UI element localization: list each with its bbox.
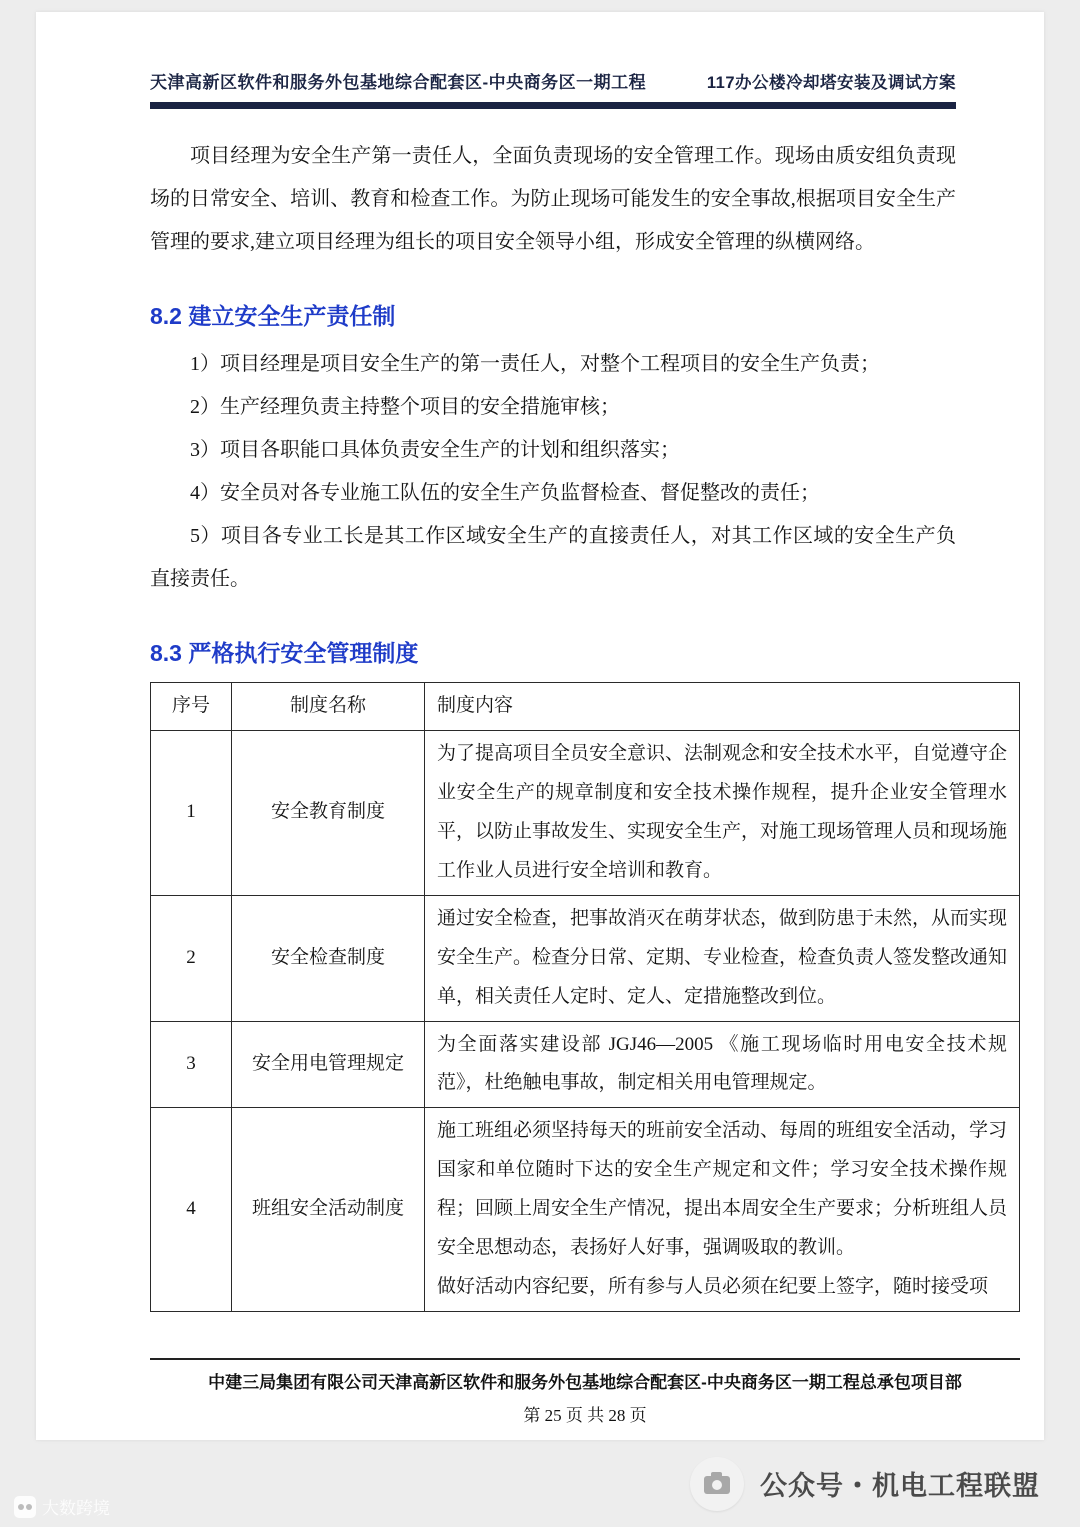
table-row xyxy=(151,895,1020,1021)
header-project-title: 天津高新区软件和服务外包基地综合配套区-中央商务区一期工程 xyxy=(150,73,647,92)
cell-number: 1 xyxy=(151,730,232,895)
cell-policy-content xyxy=(425,730,1020,895)
header-doc-title: 117办公楼冷却塔安装及调试方案 xyxy=(706,74,956,92)
cell-number: 2 xyxy=(151,895,232,1021)
table-row xyxy=(151,1108,1020,1312)
cell-policy-content xyxy=(425,1021,1020,1108)
table-row xyxy=(151,1021,1020,1108)
section-8-2-title: 8.2 建立安全生产责任制 xyxy=(150,303,396,329)
page-number: 第 25 页 共 28 页 xyxy=(523,1406,647,1425)
document-footer xyxy=(150,1358,1020,1427)
cell-number: 4 xyxy=(151,1108,232,1312)
content-paragraph: 为了提高项目全员安全意识、法制观念和安全技术水平，自觉遵守企业安全生产的规章制度和安全技术操作规程，提升企业安全管理水平，以防止事故发生、实现安全生产，对施工现场管理人员和现场施工作业人员进行安全培训和教育。 xyxy=(437,742,1008,881)
policy-table-body xyxy=(151,730,1020,1311)
list-item: 3）项目各职能口具体负责安全生产的计划和组织落实； xyxy=(190,439,680,461)
table-row xyxy=(151,730,1020,895)
col-header-content: 制度内容 xyxy=(425,683,1020,731)
list-item: 4）安全员对各专业施工队伍的安全生产负监督检查、督促整改的责任； xyxy=(190,482,820,504)
policy-table xyxy=(150,682,1020,1312)
wechat-banner xyxy=(0,1440,1080,1527)
col-header-no: 序号 xyxy=(151,683,232,731)
wechat-avatar xyxy=(690,1457,744,1511)
content-paragraph: 做好活动内容纪要，所有参与人员必须在纪要上签字，随时接受项 xyxy=(437,1276,989,1298)
policy-table-head-row xyxy=(151,683,1020,731)
watermark-logo-icon xyxy=(14,1496,36,1518)
cell-policy-name: 安全用电管理规定 xyxy=(232,1021,425,1108)
list-item: 2）生产经理负责主持整个项目的安全措施审核； xyxy=(190,396,620,418)
content-paragraph: 为全面落实建设部 JGJ46—2005 《施工现场临时用电安全技术规范》，杜绝触电事故，制定相关用电管理规定。 xyxy=(437,1033,1007,1094)
section-8-2-list xyxy=(150,343,956,601)
cell-policy-content xyxy=(425,1108,1020,1312)
header-rule xyxy=(150,102,956,109)
watermark-text: 大数跨境 xyxy=(42,1499,110,1518)
section-8-3-title: 8.3 严格执行安全管理制度 xyxy=(150,640,419,666)
cell-policy-name: 安全教育制度 xyxy=(232,730,425,895)
document-header xyxy=(150,68,956,93)
watermark xyxy=(14,1494,110,1519)
document-page xyxy=(36,12,1044,1440)
footer-company: 中建三局集团有限公司天津高新区软件和服务外包基地综合配套区-中央商务区一期工程总承包项目部 xyxy=(208,1373,962,1392)
cell-policy-name: 班组安全活动制度 xyxy=(232,1108,425,1312)
wechat-account-label: 公众号・机电工程联盟 xyxy=(760,1471,1040,1501)
list-item: 5）项目各专业工长是其工作区域安全生产的直接责任人，对其工作区域的安全生产负直接责任。 xyxy=(150,525,956,590)
list-item: 1）项目经理是项目安全生产的第一责任人，对整个工程项目的安全生产负责； xyxy=(190,353,880,375)
camera-icon xyxy=(704,1476,730,1494)
intro-paragraph: 项目经理为安全生产第一责任人，全面负责现场的安全管理工作。现场由质安组负责现场的日常安全、培训、教育和检查工作。为防止现场可能发生的安全事故,根据项目安全生产管理的要求,建立项目经理为组长的项目安全领导小组，形成安全管理的纵横网络。 xyxy=(150,145,956,253)
content-paragraph: 施工班组必须坚持每天的班前安全活动、每周的班组安全活动，学习国家和单位随时下达的安全生产规定和文件；学习安全技术操作规程；回顾上周安全生产情况，提出本周安全生产要求；分析班组人员安全思想动态，表扬好人好事，强调吸取的教训。 xyxy=(437,1120,1008,1259)
cell-number: 3 xyxy=(151,1021,232,1108)
col-header-name: 制度名称 xyxy=(232,683,425,731)
cell-policy-content xyxy=(425,895,1020,1021)
cell-policy-name: 安全检查制度 xyxy=(232,895,425,1021)
footer-rule xyxy=(150,1358,1020,1361)
content-paragraph: 通过安全检查，把事故消灭在萌芽状态，做到防患于未然，从而实现安全生产。检查分日常、定期、专业检查，检查负责人签发整改通知单，相关责任人定时、定人、定措施整改到位。 xyxy=(437,907,1008,1007)
